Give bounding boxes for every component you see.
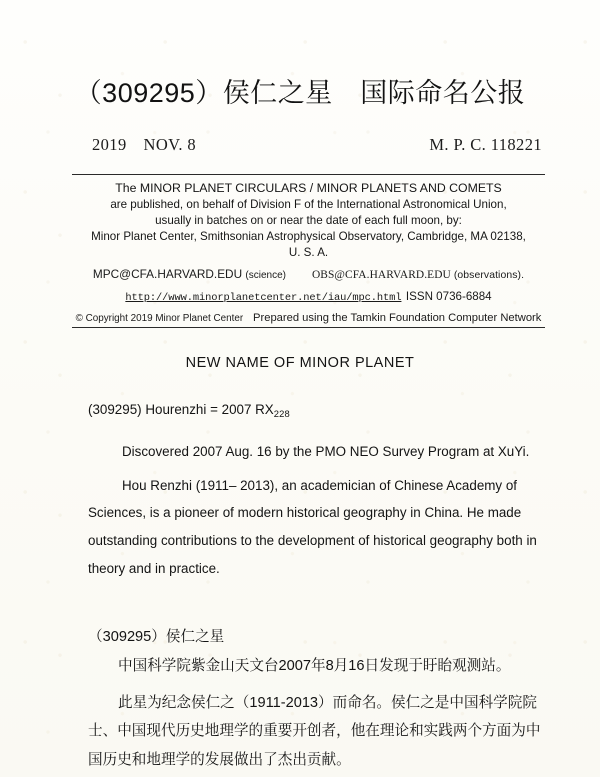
section-heading: NEW NAME OF MINOR PLANET (185, 355, 415, 372)
masthead-line-1: The MINOR PLANET CIRCULARS / MINOR PLANETS AND COMETS (115, 181, 502, 196)
circular-number: M. P. C. 118221 (429, 135, 542, 155)
english-citation-block (88, 396, 548, 583)
chinese-designation-heading: （309295）侯仁之星 (88, 629, 225, 646)
masthead-line-5: U. S. A. (288, 245, 329, 259)
page-title: （309295）侯仁之星 国际命名公报 (74, 78, 526, 108)
observations-email-address: OBS@CFA.HARVARD.EDU (311, 268, 451, 281)
masthead-box (72, 174, 545, 328)
masthead-email-row (72, 267, 545, 283)
prepared-using-text: Prepared using the Tamkin Foundation Computer Network (253, 311, 542, 324)
science-email-note: (science) (245, 269, 286, 281)
masthead-line-3: usually in batches on or near the date of each full moon, by: (155, 214, 462, 227)
observations-email[interactable] (312, 268, 524, 283)
observations-email-note: (observations). (453, 269, 525, 281)
biography-paragraph-cn: 此星为纪念侯仁之（1911-2013）而命名。侯仁之是中国科学院院士、中国现代历史地理学的重要开创者，他在理论和实践两个方面为中国历史和地理学的发展做出了杰出贡献。 (88, 695, 541, 768)
copyright-text: © Copyright 2019 Minor Planet Center (75, 312, 244, 324)
chinese-citation-block (88, 623, 548, 774)
publication-date: 2019 NOV. 8 (92, 135, 197, 155)
masthead-line-2: are published, on behalf of Division F of the International Astronomical Union, (110, 198, 507, 212)
masthead-url-row (72, 286, 545, 307)
masthead-line-4: Minor Planet Center, Smithsonian Astrophysical Observatory, Cambridge, MA 02138, (91, 229, 526, 243)
masthead-copyright-row (72, 311, 545, 326)
minor-planet-designation (88, 396, 548, 424)
science-email[interactable] (93, 267, 286, 282)
minor-planet-center-url[interactable]: http://www.minorplanetcenter.net/iau/mpc.html (125, 291, 402, 304)
science-email-address: MPC@CFA.HARVARD.EDU (92, 266, 243, 281)
discovery-paragraph-en: Discovered 2007 Aug. 16 by the PMO NEO Survey Program at XuYi. (122, 443, 530, 459)
designation-main: (309295) Hourenzhi = 2007 RX (88, 402, 274, 418)
publication-meta-row (92, 131, 542, 155)
issn-number: ISSN 0736-6884 (405, 289, 492, 303)
discovery-paragraph-cn: 中国科学院紫金山天文台2007年8月16日发现于盱眙观测站。 (118, 657, 511, 674)
designation-subscript: 228 (273, 408, 290, 420)
biography-paragraph-en: Hou Renzhi (1911– 2013), an academician of Chinese Academy of Sciences, is a pioneer of modern historical geography in China. He made outstanding contributions to the development of historical geography both in theory and in practice. (88, 477, 537, 577)
